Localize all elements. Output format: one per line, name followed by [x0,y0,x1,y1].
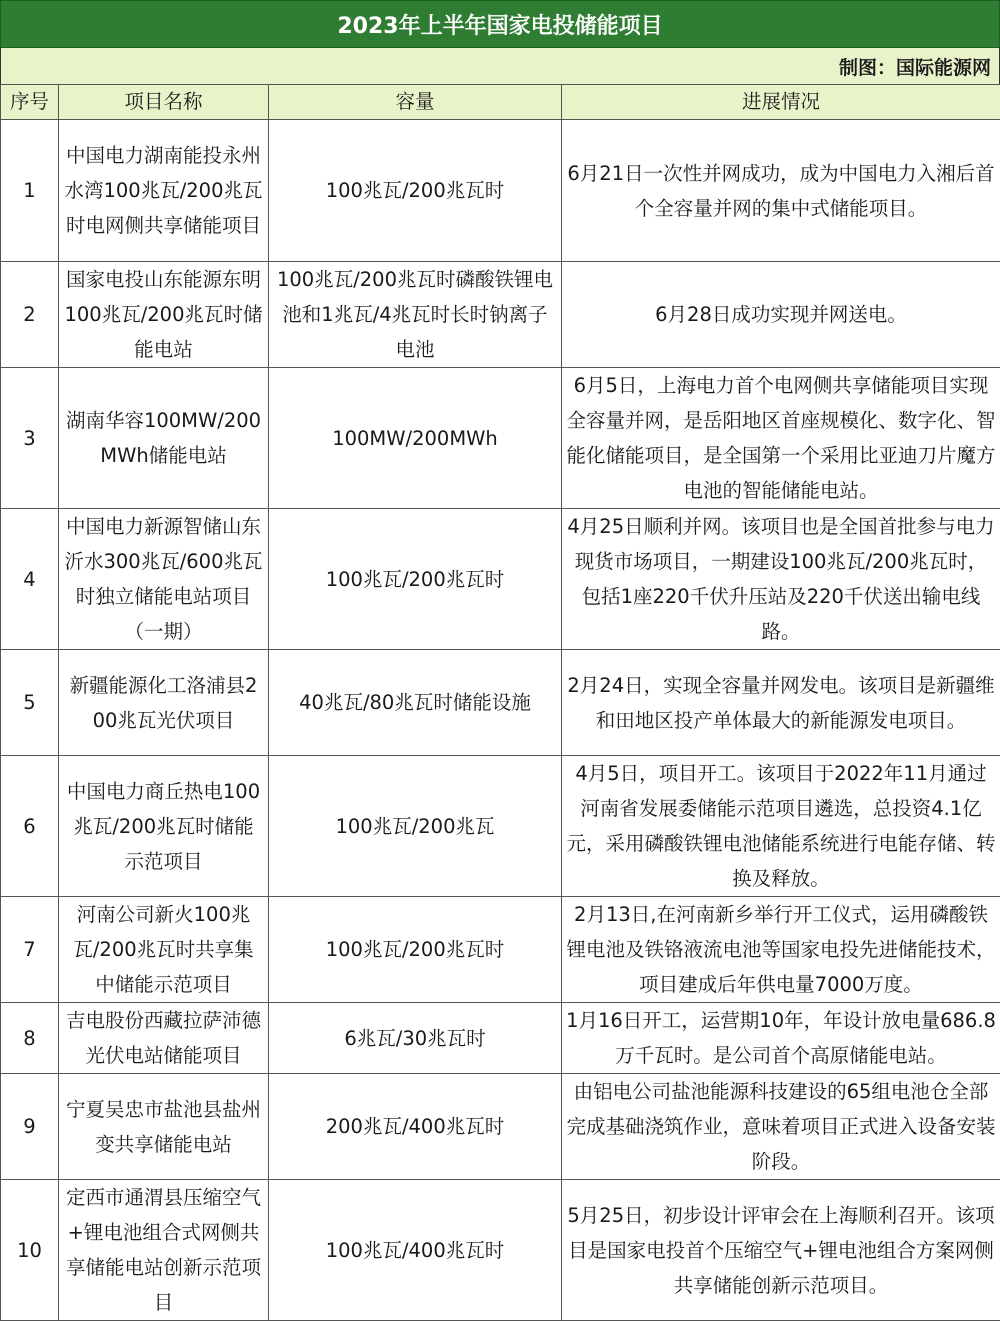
table-row [1,756,1000,897]
cell-progress: 2月13日,在河南新乡举行开工仪式，运用磷酸铁锂电池及铁铬液流电池等国家电投先进储能技术，项目建成后年供电量7000万度。 [562,897,1000,1003]
cell-no: 3 [1,368,59,509]
cell-capacity: 100兆瓦/400兆瓦时 [269,1180,562,1321]
table-row [1,897,1000,1003]
table-row [1,262,1000,368]
cell-no: 10 [1,1180,59,1321]
cell-name: 湖南华容100MW/200MWh储能电站 [59,368,269,509]
table-row [1,120,1000,262]
cell-progress: 4月5日，项目开工。该项目于2022年11月通过河南省发展委储能示范项目遴选，总投资4.1亿元，采用磷酸铁锂电池储能系统进行电能存储、转换及释放。 [562,756,1000,897]
cell-name: 新疆能源化工洛浦县200兆瓦光伏项目 [59,650,269,756]
cell-capacity: 100MW/200MWh [269,368,562,509]
cell-no: 2 [1,262,59,368]
cell-name: 河南公司新火100兆瓦/200兆瓦时共享集中储能示范项目 [59,897,269,1003]
cell-progress: 2月24日，实现全容量并网发电。该项目是新疆维和田地区投产单体最大的新能源发电项目。 [562,650,1000,756]
cell-progress: 6月28日成功实现并网送电。 [562,262,1000,368]
cell-progress: 6月5日，上海电力首个电网侧共享储能项目实现全容量并网，是岳阳地区首座规模化、数字化、智能化储能项目，是全国第一个采用比亚迪刀片魔方电池的智能储能电站。 [562,368,1000,509]
cell-no: 1 [1,120,59,262]
table-title: 2023年上半年国家电投储能项目 [0,0,1000,48]
cell-progress: 5月25日，初步设计评审会在上海顺利召开。该项目是国家电投首个压缩空气+锂电池组合方案网侧共享储能创新示范项目。 [562,1180,1000,1321]
cell-capacity: 100兆瓦/200兆瓦时 [269,897,562,1003]
table-row [1,368,1000,509]
header-progress: 进展情况 [562,85,1000,120]
cell-name: 吉电股份西藏拉萨沛德光伏电站储能项目 [59,1003,269,1074]
cell-name: 中国电力湖南能投永州水湾100兆瓦/200兆瓦时电网侧共享储能项目 [59,120,269,262]
cell-no: 5 [1,650,59,756]
chart-credit: 制图：国际能源网 [0,48,1000,84]
cell-name: 中国电力新源智储山东沂水300兆瓦/600兆瓦时独立储能电站项目（一期） [59,509,269,650]
cell-capacity: 6兆瓦/30兆瓦时 [269,1003,562,1074]
header-capacity: 容量 [269,85,562,120]
cell-capacity: 100兆瓦/200兆瓦时 [269,120,562,262]
header-no: 序号 [1,85,59,120]
table-row [1,1180,1000,1321]
header-name: 项目名称 [59,85,269,120]
cell-no: 6 [1,756,59,897]
cell-name: 宁夏吴忠市盐池县盐州变共享储能电站 [59,1074,269,1180]
cell-capacity: 200兆瓦/400兆瓦时 [269,1074,562,1180]
projects-table [0,84,1000,1321]
cell-progress: 1月16日开工，运营期10年，年设计放电量686.8万千瓦时。是公司首个高原储能电站。 [562,1003,1000,1074]
table-row [1,1074,1000,1180]
cell-capacity: 100兆瓦/200兆瓦时 [269,509,562,650]
cell-no: 7 [1,897,59,1003]
cell-capacity: 40兆瓦/80兆瓦时储能设施 [269,650,562,756]
cell-progress: 4月25日顺利并网。该项目也是全国首批参与电力现货市场项目，一期建设100兆瓦/200兆瓦时，包括1座220千伏升压站及220千伏送出输电线路。 [562,509,1000,650]
table-row [1,509,1000,650]
cell-no: 4 [1,509,59,650]
cell-name: 中国电力商丘热电100兆瓦/200兆瓦时储能示范项目 [59,756,269,897]
cell-name: 国家电投山东能源东明100兆瓦/200兆瓦时储能电站 [59,262,269,368]
header-row [1,85,1000,120]
cell-capacity: 100兆瓦/200兆瓦时磷酸铁锂电池和1兆瓦/4兆瓦时长时钠离子电池 [269,262,562,368]
table-row [1,650,1000,756]
cell-no: 8 [1,1003,59,1074]
cell-progress: 6月21日一次性并网成功，成为中国电力入湘后首个全容量并网的集中式储能项目。 [562,120,1000,262]
cell-capacity: 100兆瓦/200兆瓦 [269,756,562,897]
cell-name: 定西市通渭县压缩空气+锂电池组合式网侧共享储能电站创新示范项目 [59,1180,269,1321]
table-row [1,1003,1000,1074]
cell-progress: 由铝电公司盐池能源科技建设的65组电池仓全部完成基础浇筑作业，意味着项目正式进入设备安装阶段。 [562,1074,1000,1180]
cell-no: 9 [1,1074,59,1180]
